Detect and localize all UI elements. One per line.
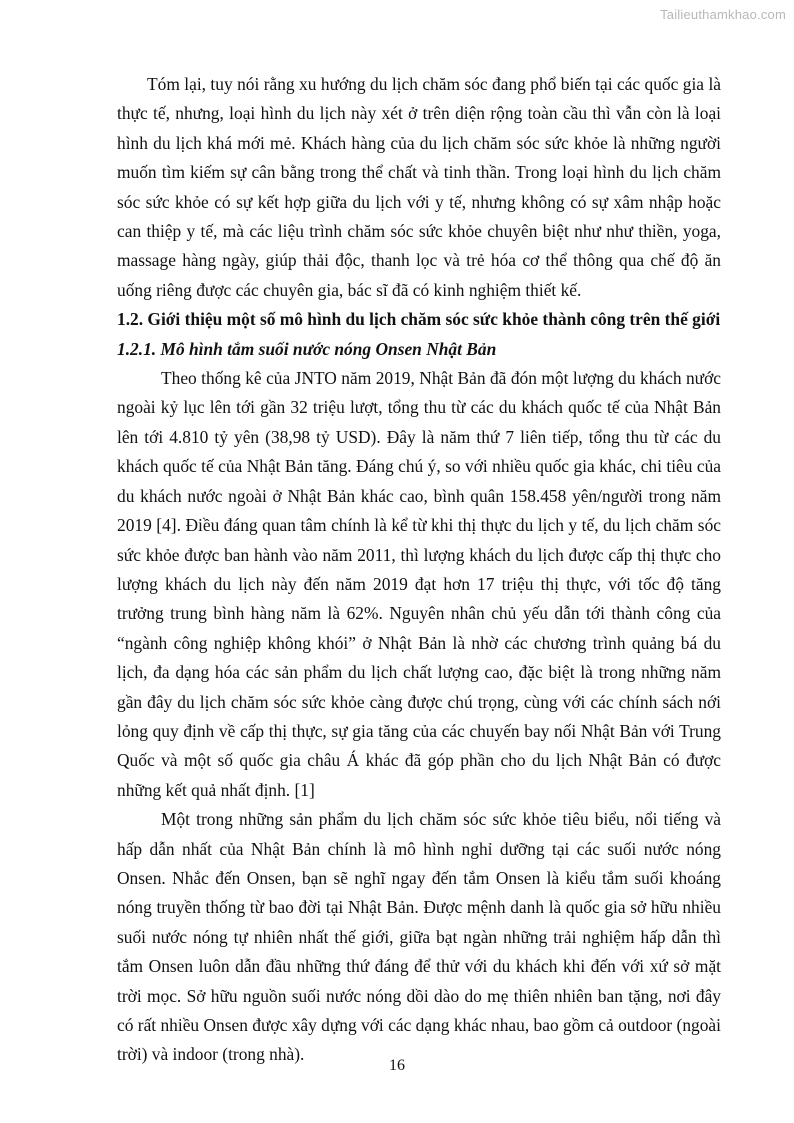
watermark: Tailieuthamkhao.com [660,7,786,22]
subsection-heading-1-2-1: 1.2.1. Mô hình tắm suối nước nóng Onsen Nhật Bản [117,338,497,359]
section-heading-1-2: 1.2. Giới thiệu một số mô hình du lịch chăm sóc sức khỏe thành công trên thế giới [117,309,721,330]
page-number: 16 [389,1057,405,1074]
paragraph-summary: Tóm lại, tuy nói rằng xu hướng du lịch chăm sóc đang phổ biến tại các quốc gia là thực tế, nhưng, loại hình du lịch này xét ở trên diện rộng toàn cầu thì vẫn còn là loại hình du lịch khá mới mẻ. Khách hàng của du lịch chăm sóc sức khỏe là những người muốn tìm kiếm sự cân bằng trong thể chất và tinh thần. Trong loại hình du lịch chăm sóc sức khỏe có sự kết hợp giữa du lịch với y tế, nhưng không có sự xâm nhập hoặc can thiệp y tế, mà các liệu trình chăm sóc sức khỏe chuyên biệt như như thiền, yoga, massage hàng ngày, giúp thải độc, thanh lọc và trẻ hóa cơ thể thông qua chế độ ăn uống riêng được các chuyên gia, bác sĩ đã có kinh nghiệm thiết kế. [117,74,721,300]
document-page [117,70,721,1070]
paragraph-jnto-statistics: Theo thống kê của JNTO năm 2019, Nhật Bản đã đón một lượng du khách nước ngoài kỷ lục lên tới gần 32 triệu lượt, tổng thu từ các du khách quốc tế của Nhật Bản lên tới 4.810 tỷ yên (38,98 tỷ USD). Đây là năm thứ 7 liên tiếp, tổng thu từ các du khách quốc tế của Nhật Bản tăng. Đáng chú ý, so với nhiều quốc gia khác, chi tiêu của du khách nước ngoài ở Nhật Bản khác cao, bình quân 158.458 yên/người trong năm 2019 [4]. Điều đáng quan tâm chính là kể từ khi thị thực du lịch y tế, du lịch chăm sóc sức khỏe được ban hành vào năm 2011, thì lượng khách du lịch được cấp thị thực cho lượng khách du lịch này đến năm 2019 đạt hơn 17 triệu thị thực, với tốc độ tăng trưởng trung bình hàng năm là 62%. Nguyên nhân chủ yếu dẫn tới thành công của “ngành công nghiệp không khói” ở Nhật Bản là nhờ các chương trình quảng bá du lịch, đa dạng hóa các sản phẩm du lịch chất lượng cao, đặc biệt là trong những năm gần đây du lịch chăm sóc sức khỏe càng được chú trọng, cùng với các chính sách nới lỏng quy định về cấp thị thực, sự gia tăng của các chuyến bay nối Nhật Bản với Trung Quốc và một số quốc gia châu Á khác đã góp phần cho du lịch Nhật Bản có được những kết quả nhất định. [1] [117,368,721,800]
paragraph-onsen: Một trong những sản phẩm du lịch chăm sóc sức khỏe tiêu biểu, nổi tiếng và hấp dẫn nhất của Nhật Bản chính là mô hình nghỉ dưỡng tại các suối nước nóng Onsen. Nhắc đến Onsen, bạn sẽ nghĩ ngay đến tắm Onsen là kiểu tắm suối khoáng nóng truyền thống từ bao đời tại Nhật Bản. Được mệnh danh là quốc gia sở hữu nhiều suối nước nóng tự nhiên nhất thế giới, giữa bạt ngàn những trải nghiệm hấp dẫn thì tắm Onsen luôn dẫn đầu những thứ đáng để thử với du khách khi đến với xứ sở mặt trời mọc. Sở hữu nguồn suối nước nóng dồi dào do mẹ thiên nhiên ban tặng, nơi đây có rất nhiều Onsen được xây dựng với các dạng khác nhau, bao gồm cả outdoor (ngoài trời) và indoor (trong nhà). [117,809,721,1065]
